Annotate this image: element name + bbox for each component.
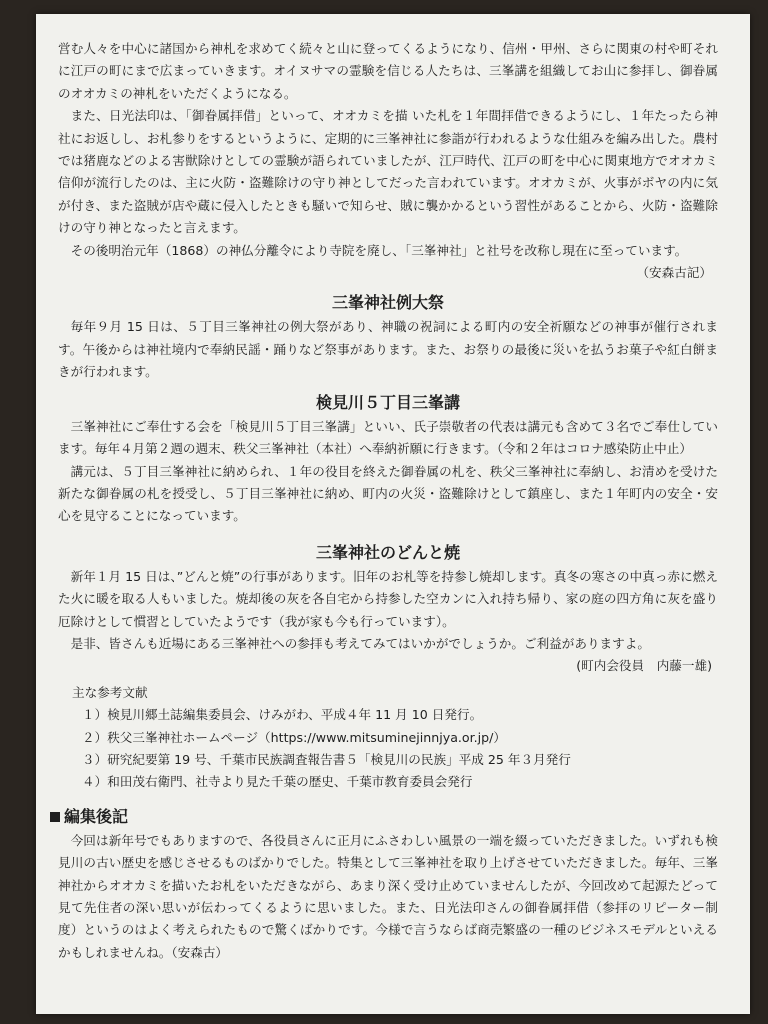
kou-paragraph-1: 三峯神社にご奉仕する会を「検見川５丁目三峯講」といい、氏子崇敬者の代表は講元も含めて３名でご奉仕しています。毎年４月第２週の週末、秩父三峯神社（本社）へ奉納祈願に行きます。（令和２年はコロナ感染防止中止） [58, 418, 718, 457]
festival-paragraph: 毎年９月 15 日は、５丁目三峯神社の例大祭があり、神職の祝詞による町内の安全祈願などの神事が催行されます。午後からは神社境内で奉納民謡・踊りなど祭事があります。また、お祭りの最後に災いを払うお菓子や紅白餅まきが行われます。 [58, 319, 718, 380]
document-page [36, 14, 750, 1014]
intro-signature: （安森古記） [636, 265, 712, 281]
dondo-paragraph-2: 是非、皆さんも近場にある三峯神社への参拝も考えてみてはいかがでしょうか。ご利益がありますよ。 [70, 635, 650, 651]
festival-heading: 三峯神社例大祭 [331, 293, 444, 313]
postscript-paragraph: 今回は新年号でもありますので、各役員さんに正月にふさわしい風景の一端を綴っていただきました。いずれも検見川の古い歴史を感じさせるものばかりでした。特集として三峯神社を取り上げさせていただきました。毎年、三峯神社からオオカミを描いたお札をいただきながら、あまり深く受け止めていませんしたが、今回改めて起源たどって見て先住者の深い思いが伝わってくるように思いました。また、日光法印さんの御眷属拝借（参拝のリピーター制度）というのはよく考えられたもので驚くばかりです。今様で言うならば商売繁盛の一種のビジネスモデルといえるかもしれませんね。（安森古） [58, 832, 718, 960]
dondo-signature: (町内会役員 内藤一雄) [576, 658, 712, 674]
postscript-heading [50, 804, 718, 830]
kou-heading: 検見川５丁目三峯講 [315, 392, 460, 412]
dondo-heading: 三峯神社のどんと焼 [315, 542, 460, 562]
reference-item: ２）秩父三峯神社ホームページ（https://www.mitsuminejinnjya.or.jp/） [82, 729, 506, 745]
intro-paragraph-2: また、日光法印は、「御眷属拝借」といって、オオカミを描 いた札を１年間拝借できるようにし、１年たったら神社にお返しし、お札参りをするというように、定期的に三峯神社に参詣が行われるような仕組みを編み出した。農村では猪鹿などのよる害獣除けとしての霊験が語られていましたが、江戸時代、江戸の町を中心に関東地方でオオカミ信仰が流行したのは、主に火防・盗難除けの守り神としてだった言われています。オオカミが、火事がボヤの内に気が付き、また盗賊が店や蔵に侵入したときも騒いで知らせ、賊に襲かかるという習性があることから、火防・盗難除けの守り神となったと言えます。 [58, 108, 718, 236]
dondo-paragraph-1: 新年１月 15 日は、”どんと焼”の行事があります。旧年のお札等を持参し焼却します。真冬の寒さの中真っ赤に燃えた火に暖を取る人もいました。焼却後の灰を各自宅から持参した空カンに入れ持ち帰り、家の庭の四方角に灰を盛り厄除けとして慣習としていたようです（我が家も今も行っています）。 [58, 568, 718, 629]
reference-item: １）検見川郷土誌編集委員会、けみがわ、平成４年 11 月 10 日発行。 [82, 707, 483, 723]
kou-paragraph-2: 講元は、５丁目三峯神社に納められ、１年の役目を終えた御眷属の札を、秩父三峯神社に奉納し、お清めを受けた新たな御眷属の札を授受し、５丁目三峯神社に納め、町内の火災・盗難除けとして鎮座し、また１年町内の安全・安心を見守ることになっています。 [58, 463, 718, 524]
intro-paragraph-3: その後明治元年（1868）の神仏分離令により寺院を廃し、「三峯神社」と社号を改称し現在に至っています。 [70, 242, 688, 258]
reference-item: ４）和田茂右衛門、社寺より見た千葉の歴史、千葉市教育委員会発行 [82, 774, 473, 790]
postscript-title: 編集後記 [64, 806, 129, 826]
references-section [58, 682, 718, 794]
references-title: 主な参考文献 [72, 684, 148, 700]
reference-item: ３）研究紀要第 19 号、千葉市民族調査報告書５「検見川の民族」平成 25 年３月発行 [82, 751, 571, 767]
square-bullet-icon [50, 812, 60, 822]
intro-paragraph-1: 営む人々を中心に諸国から神札を求めてく続々と山に登ってくるようになり、信州・甲州、さらに関東の村や町それに江戸の町にまで広まっていきます。オイヌサマの霊験を信じる人たちは、三峯講を組織してお山に参拝し、御眷属のオオカミの神札をいただくようになる。 [58, 41, 718, 101]
document-content [58, 38, 718, 964]
